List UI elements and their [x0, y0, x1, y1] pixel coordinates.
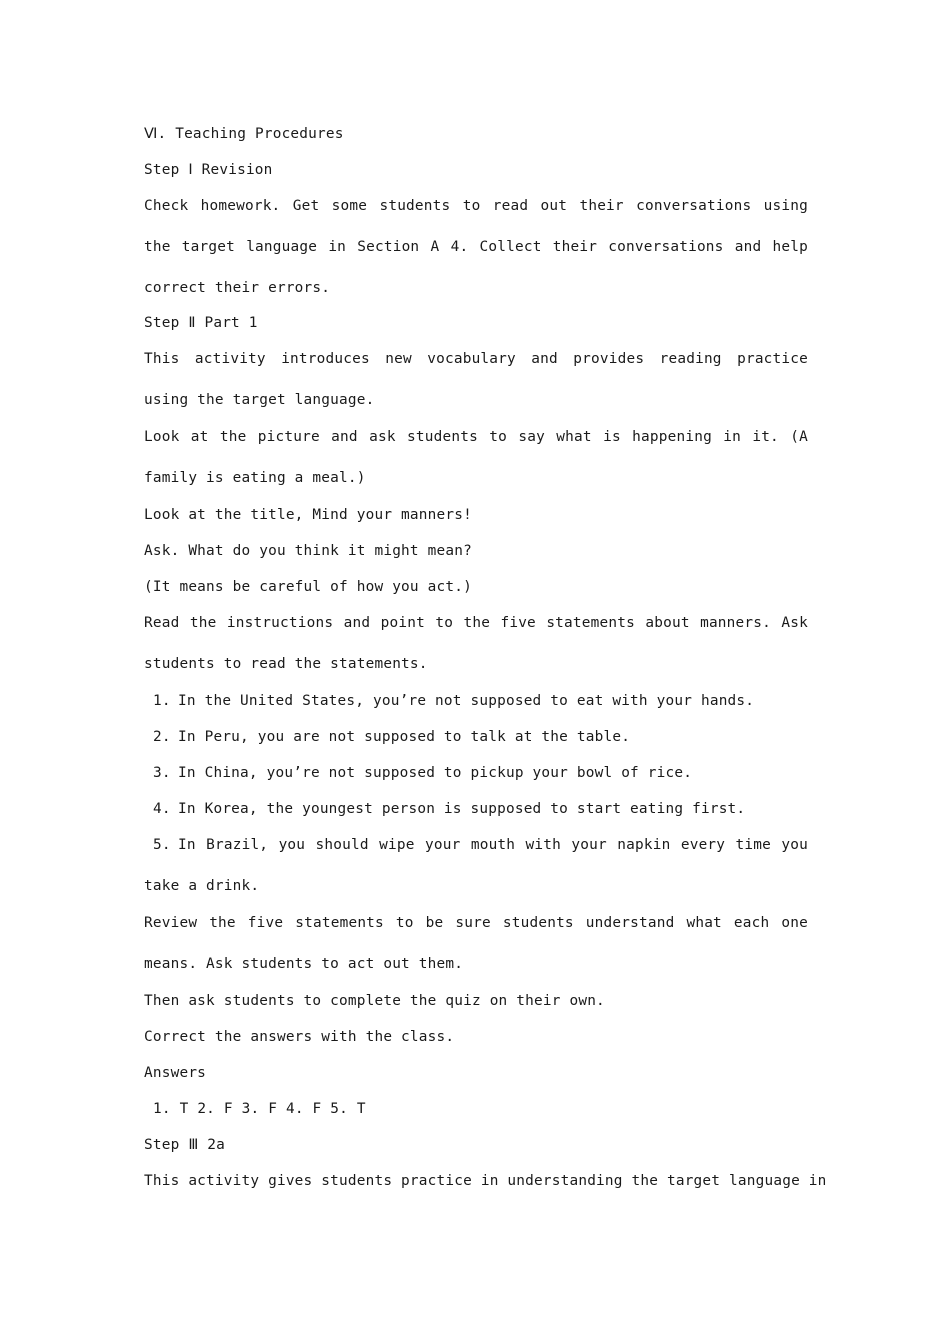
answers-line: 1. T 2. F 3. F 4. F 5. T — [153, 1101, 366, 1117]
list-item — [144, 691, 808, 711]
step3-text: This activity gives students practice in understanding the target language in — [144, 1173, 827, 1189]
answers-label: Answers — [144, 1065, 207, 1081]
list-item-text: In Korea, the youngest person is supposed to start eating first. — [178, 801, 746, 817]
list-item-text: In the United States, you’re not supposed to eat with your hands. — [178, 693, 755, 709]
list-item — [144, 763, 808, 783]
section-heading: Ⅵ. Teaching Procedures — [144, 126, 344, 142]
list-item-number: 3. — [153, 765, 171, 781]
list-item-number: 5. — [153, 837, 171, 853]
step2-intro: This activity introduces new vocabulary and provides reading practice using the target language. — [144, 351, 808, 408]
step2-meaning-line: (It means be careful of how you act.) — [144, 579, 472, 595]
list-item-text: In Peru, you are not supposed to talk at the table. — [178, 729, 631, 745]
step2-title-line: Look at the title, Mind your manners! — [144, 507, 472, 523]
step3-heading: Step Ⅲ 2a — [144, 1137, 226, 1153]
list-item — [144, 799, 808, 819]
step1-heading: Step Ⅰ Revision — [144, 162, 273, 178]
list-item-number: 1. — [153, 693, 171, 709]
step2-quiz: Then ask students to complete the quiz on their own. — [144, 993, 605, 1009]
list-item-number: 2. — [153, 729, 171, 745]
step1-text: Check homework. Get some students to read out their conversations using the target language in Section A 4. Collect their conversations and help correct their errors. — [144, 198, 808, 296]
list-item-text: In Brazil, you should wipe your mouth with your napkin every time you take a drink. — [144, 837, 808, 894]
step2-correct: Correct the answers with the class. — [144, 1029, 455, 1045]
list-item-number: 4. — [153, 801, 171, 817]
step2-ask-line: Ask. What do you think it might mean? — [144, 543, 472, 559]
list-item — [144, 825, 808, 907]
list-item — [144, 727, 808, 747]
step2-heading: Step Ⅱ Part 1 — [144, 315, 258, 331]
list-item-text: In China, you’re not supposed to pickup your bowl of rice. — [178, 765, 693, 781]
list-item-indent — [144, 837, 153, 853]
step2-instructions: Read the instructions and point to the five statements about manners. Ask students to read the statements. — [144, 615, 808, 672]
document-page — [144, 124, 827, 1207]
step2-picture-text: Look at the picture and ask students to say what is happening in it. (A family is eating a meal.) — [144, 429, 808, 486]
step2-review: Review the five statements to be sure students understand what each one means. Ask students to act out them. — [144, 915, 808, 972]
